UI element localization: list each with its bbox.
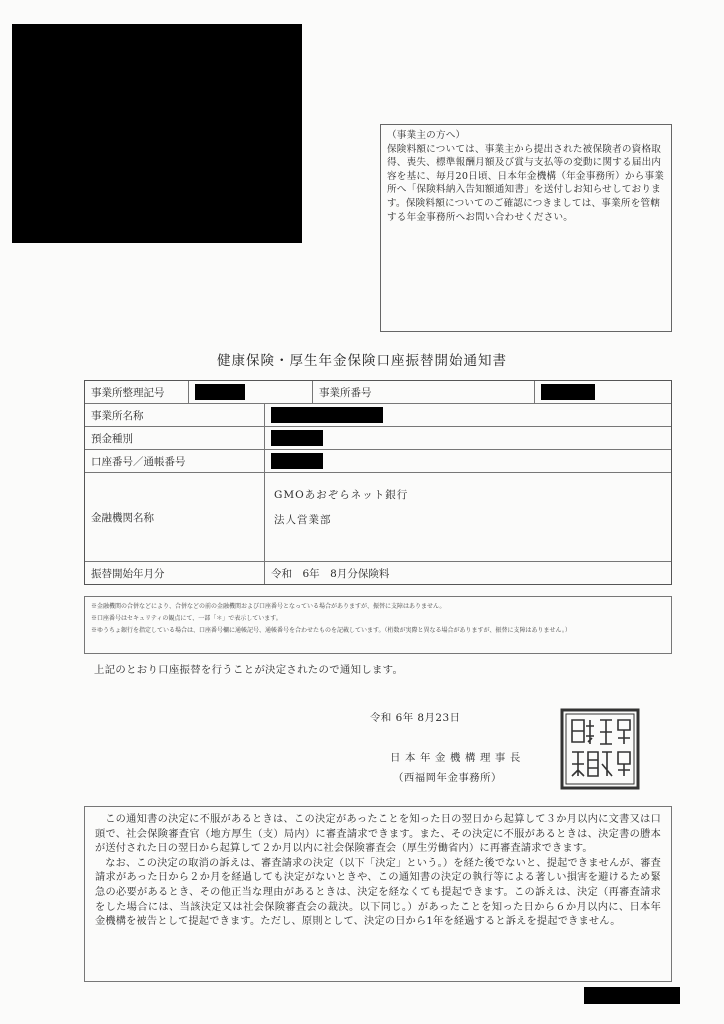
issuer-office: （西福岡年金事務所）: [393, 772, 502, 784]
bank-name-value: [265, 473, 671, 561]
note-masking: ※口座番号はセキュリティの観点にて、一部「＊」で表示しています。: [91, 615, 282, 622]
office-ref-value: [189, 381, 313, 403]
note-yucho: ※ゆうちょ銀行を指定している場合は、口座番号欄に通帳記号、通帳番号を合わせたものを記載しています。（桁数が実際と異なる場合がありますが、振替に支障はありません。）: [91, 627, 571, 634]
employer-notice-box: [380, 124, 672, 332]
appeal-paragraph-1: この通知書の決定に不服があるときは、この決定があったことを知った日の翌日から起算して３か月以内に文書又は口頭で、社会保険審査官（地方厚生（支）局内）に審査請求できます。また、その決定に不服があるときは、決定書の謄本が送付された日の翌日から起算して２か月以内に社会保険審査会（厚生労働省内）に再審査請求できます。: [95, 814, 661, 855]
redacted-account-number: [271, 453, 323, 469]
office-no-value: [535, 381, 671, 403]
document-title: 健康保険・厚生年金保険口座振替開始通知書: [217, 353, 507, 369]
redacted-office-no: [541, 384, 595, 400]
issuer-name: 日本年金機構理事長: [390, 752, 525, 764]
note-merger: ※金融機関の合併などにより、合併などの前の金融機関および口座番号となっている場合がありますが、振替に支障はありません。: [91, 603, 446, 610]
office-ref-label: 事業所整理記号: [85, 381, 189, 403]
redacted-footer-code: [584, 987, 680, 1004]
appeal-notice-box: [84, 806, 672, 982]
issue-date: 令和 6年 8月23日: [370, 712, 461, 724]
bank-name: GMOあおぞらネット銀行: [274, 489, 409, 501]
redacted-office-ref: [195, 384, 245, 400]
table-row: [85, 427, 671, 450]
official-seal-stamp: [560, 708, 640, 790]
deposit-type-value: [265, 427, 671, 449]
branch-name: 法人営業部: [274, 514, 332, 526]
employer-notice-title: （事業主の方へ）: [387, 130, 466, 141]
redacted-deposit-type: [271, 430, 323, 446]
office-name-label: 事業所名称: [85, 404, 265, 426]
redacted-address-block: [12, 24, 302, 243]
table-row: [85, 473, 671, 562]
account-info-table: [84, 380, 672, 585]
decision-statement: 上記のとおり口座振替を行うことが決定されたので通知します。: [94, 664, 404, 676]
table-row: [85, 562, 671, 584]
appeal-paragraph-2: なお、この決定の取消の訴えは、審査請求の決定（以下「決定」という。）を経た後でないと、提起できませんが、審査請求があった日から２か月を経過しても決定がないときや、この通知書の決定の執行等による著しい損害を避けるため緊急の必要があるとき、その他正当な理由があるときは、決定を経なくても提起できます。この訴えは、決定（再審査請求をした場合には、当該決定又は社会保険審査会の裁決。以下同じ。）があったことを知った日から６か月以内に、日本年金機構を被告として提起できます。ただし、原則として、決定の日から1年を経過すると訴えを提起できません。: [95, 857, 662, 928]
deposit-type-label: 預金種別: [85, 427, 265, 449]
notes-box: [84, 596, 672, 654]
account-number-value: [265, 450, 671, 472]
start-month-label: 振替開始年月分: [85, 562, 265, 584]
bank-name-label: 金融機関名称: [85, 473, 265, 561]
table-row: [85, 404, 671, 427]
start-month-value: 令和 6年 8月分保険料: [271, 567, 390, 580]
table-row: [85, 381, 671, 404]
office-name-value: [265, 404, 671, 426]
account-number-label: 口座番号／通帳番号: [85, 450, 265, 472]
office-no-label: 事業所番号: [313, 381, 535, 403]
table-row: [85, 450, 671, 473]
redacted-office-name: [271, 407, 383, 423]
employer-notice-body: 保険料額については、事業主から提出された被保険者の資格取得、喪失、標準報酬月額及び賞与支払等の変動に関する届出内容を基に、毎月20日頃、日本年金機構（年金事務所）から事業所へ「保険料納入告知額通知書」を送付しお知らせしております。保険料額についてのご確認につきましては、事業所を管轄する年金事務所へお問い合わせください。: [387, 143, 665, 223]
